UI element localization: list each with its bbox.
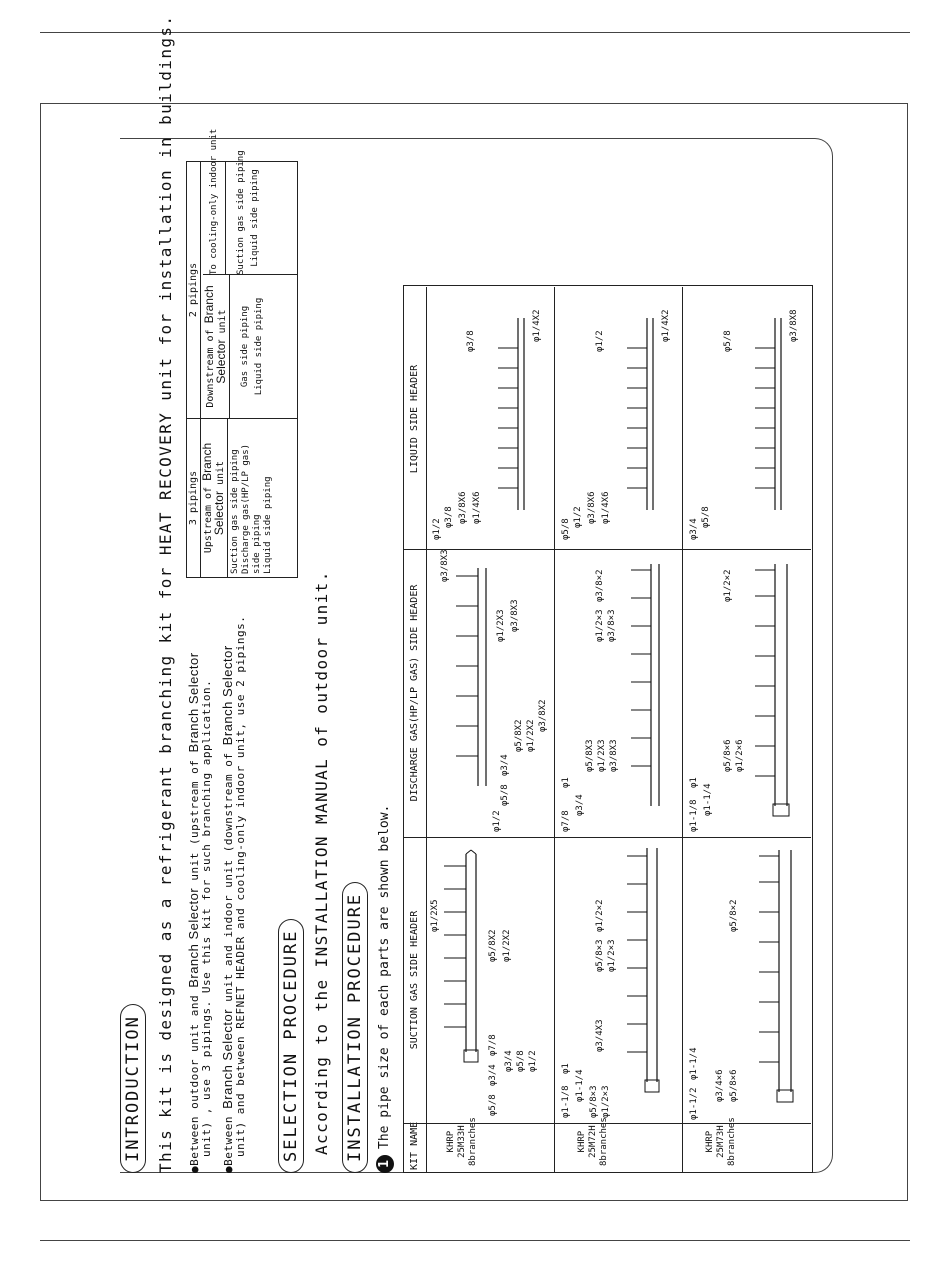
kit-row-3 <box>683 287 811 1172</box>
suction-3-label-2: φ3/4×6 <box>715 1069 725 1102</box>
liquid-2-label-1: φ1/2 <box>573 506 583 528</box>
three-pipings-title: 3 pipings <box>187 419 201 577</box>
suction-2-label-1: φ1 <box>561 1063 571 1074</box>
discharge-1-label-6: φ1/2X3 <box>496 609 506 642</box>
discharge-2-label-1: φ1 <box>561 777 571 788</box>
discharge-2-label-8: φ3/8×2 <box>595 569 605 602</box>
suction-1-label-3: φ3/4 <box>504 1050 514 1072</box>
discharge-2-label-3: φ5/8X3 <box>585 739 595 772</box>
col-kit-name: KIT NAME <box>409 1121 420 1170</box>
intro-bullet-1-cont: unit) , use 3 pipings. Use this kit for such branching application. <box>200 679 213 1157</box>
installation-heading: INSTALLATION PROCEDURE <box>342 882 368 1173</box>
discharge-header-diagram-1 <box>426 550 554 836</box>
suction-1-label-8: φ1/2X5 <box>430 899 440 932</box>
suction-2-label-8: φ1/2×2 <box>595 899 605 932</box>
two-pipings-down-rows: Gas side piping Liquid side piping <box>240 297 264 396</box>
discharge-2-label-0: φ7/8 <box>561 810 571 832</box>
installation-step: 1The pipe size of each parts are shown below. <box>376 805 394 1173</box>
suction-2-label-0: φ1-1/8 <box>561 1085 571 1118</box>
suction-3-label-1: φ1-1/4 <box>689 1047 699 1080</box>
liquid-1-label-5: φ1/4X2 <box>532 309 542 342</box>
suction-2-label-3: φ5/8×3 <box>589 1085 599 1118</box>
kit-row-1 <box>426 287 554 1172</box>
suction-1-label-5: φ1/2 <box>528 1050 538 1072</box>
discharge-header-diagram-2 <box>555 550 682 836</box>
kit-name-1: KHRP 25M33H 8branches <box>446 1117 478 1166</box>
liquid-3-label-1: φ5/8 <box>701 506 711 528</box>
liquid-2-label-4: φ1/2 <box>595 330 605 352</box>
discharge-3-label-0: φ1-1/8 <box>689 799 699 832</box>
suction-1-label-6: φ5/8X2 <box>488 929 498 962</box>
suction-2-label-6: φ5/8×3 <box>595 939 605 972</box>
suction-3-label-4: φ5/8×2 <box>729 899 739 932</box>
two-pipings-downstream: Downstream of Branch Selector unit <box>203 275 230 418</box>
kit-row-2 <box>555 287 682 1172</box>
discharge-3-label-5: φ1/2×2 <box>723 569 733 602</box>
discharge-2-label-2: φ3/4 <box>575 794 585 816</box>
discharge-3-label-3: φ5/8×6 <box>723 739 733 772</box>
suction-1-label-4: φ5/8 <box>516 1050 526 1072</box>
col-discharge: DISCHARGE GAS(HP/LP GAS) SIDE HEADER <box>409 584 420 802</box>
discharge-1-label-8: φ3/8X3 <box>440 549 450 582</box>
step-number-badge: 1 <box>376 1155 394 1173</box>
liquid-1-label-2: φ3/8X6 <box>458 491 468 524</box>
suction-1-label-2: φ7/8 <box>488 1034 498 1056</box>
intro-bullet-2-cont: unit) and between REFNET HEADER and cooling-only indoor unit, use 2 pipings. <box>234 615 247 1157</box>
col-liquid: LIQUID SIDE HEADER <box>409 364 420 474</box>
discharge-2-label-4: φ1/2X3 <box>597 739 607 772</box>
three-pipings-rows: Suction gas side piping Discharge gas(HP/LP gas) side piping Liquid side piping <box>230 443 273 574</box>
bottom-rule <box>40 1240 910 1241</box>
discharge-1-label-7: φ3/8X3 <box>510 599 520 632</box>
intro-bullet-2: ●Between Branch Selector unit and indoor unit (downstream of Branch Selector <box>220 645 235 1173</box>
three-pipings-upstream: Upstream of Branch Selector unit <box>201 419 228 577</box>
discharge-1-label-5: φ3/8X2 <box>538 699 548 732</box>
discharge-1-label-3: φ5/8X2 <box>514 719 524 752</box>
suction-2-label-2: φ1-1/4 <box>575 1069 585 1102</box>
intro-main-text: This kit is designed as a refrigerant branching kit for HEAT RECOVERY unit for installation in buildings. <box>156 14 175 1173</box>
two-pipings-title: 2 pipings <box>187 162 201 418</box>
introduction-heading: INTRODUCTION <box>120 1004 146 1173</box>
liquid-1-label-4: φ3/8 <box>466 330 476 352</box>
suction-3-label-3: φ5/8×6 <box>729 1069 739 1102</box>
kit-name-2: KHRP 25M72H 8branches <box>577 1117 609 1166</box>
col-suction: SUCTION GAS SIDE HEADER <box>409 910 420 1050</box>
bullet-1-dot-icon: ● <box>188 1165 201 1173</box>
suction-2-label-7: φ1/2×3 <box>607 939 617 972</box>
suction-2-label-5: φ3/4X3 <box>595 1019 605 1052</box>
discharge-2-label-7: φ3/8×3 <box>607 609 617 642</box>
liquid-1-label-0: φ1/2 <box>432 518 442 540</box>
selection-heading: SELECTION PROCEDURE <box>278 919 304 1173</box>
discharge-3-label-2: φ1-1/4 <box>703 783 713 816</box>
discharge-3-label-4: φ1/2×6 <box>735 739 745 772</box>
liquid-2-label-2: φ3/8X6 <box>587 491 597 524</box>
liquid-3-label-2: φ5/8 <box>723 330 733 352</box>
selection-text: According to the INSTALLATION MANUAL of outdoor unit. <box>312 570 331 1155</box>
intro-bullet-1: ●Between outdoor unit and Branch Selector unit (upstream of Branch Selector <box>186 652 201 1173</box>
suction-1-label-7: φ1/2X2 <box>502 929 512 962</box>
liquid-2-label-3: φ1/4X6 <box>601 491 611 524</box>
suction-1-label-0: φ5/8 <box>488 1094 498 1116</box>
liquid-2-label-0: φ5/8 <box>561 518 571 540</box>
discharge-1-label-0: φ1/2 <box>492 810 502 832</box>
discharge-2-label-6: φ1/2×3 <box>595 609 605 642</box>
suction-header-diagram-3 <box>683 838 811 1122</box>
suction-1-label-1: φ3/4 <box>488 1064 498 1086</box>
two-pipings-cool-rows: Suction gas side piping Liquid side piping <box>236 150 260 275</box>
pipings-table <box>186 128 298 578</box>
suction-2-label-4: φ1/2×3 <box>601 1085 611 1118</box>
liquid-3-label-3: φ3/8X8 <box>789 309 799 342</box>
discharge-2-label-5: φ3/8X3 <box>609 739 619 772</box>
discharge-1-label-4: φ1/2X2 <box>526 719 536 752</box>
suction-3-label-0: φ1-1/2 <box>689 1087 699 1120</box>
discharge-3-label-1: φ1 <box>689 777 699 788</box>
liquid-1-label-3: φ1/4X6 <box>472 491 482 524</box>
liquid-2-label-5: φ1/4X2 <box>661 309 671 342</box>
liquid-1-label-1: φ3/8 <box>444 506 454 528</box>
bullet-2-dot-icon: ● <box>222 1165 235 1173</box>
kit-name-3: KHRP 25M73H 8branches <box>705 1117 737 1166</box>
discharge-1-label-1: φ5/8 <box>500 784 510 806</box>
rotated-content <box>120 14 820 1173</box>
two-pipings-cooling-only: To cooling-only indoor unit <box>203 161 226 275</box>
discharge-1-label-2: φ3/4 <box>500 754 510 776</box>
liquid-3-label-0: φ3/4 <box>689 518 699 540</box>
kit-table <box>403 285 813 1173</box>
